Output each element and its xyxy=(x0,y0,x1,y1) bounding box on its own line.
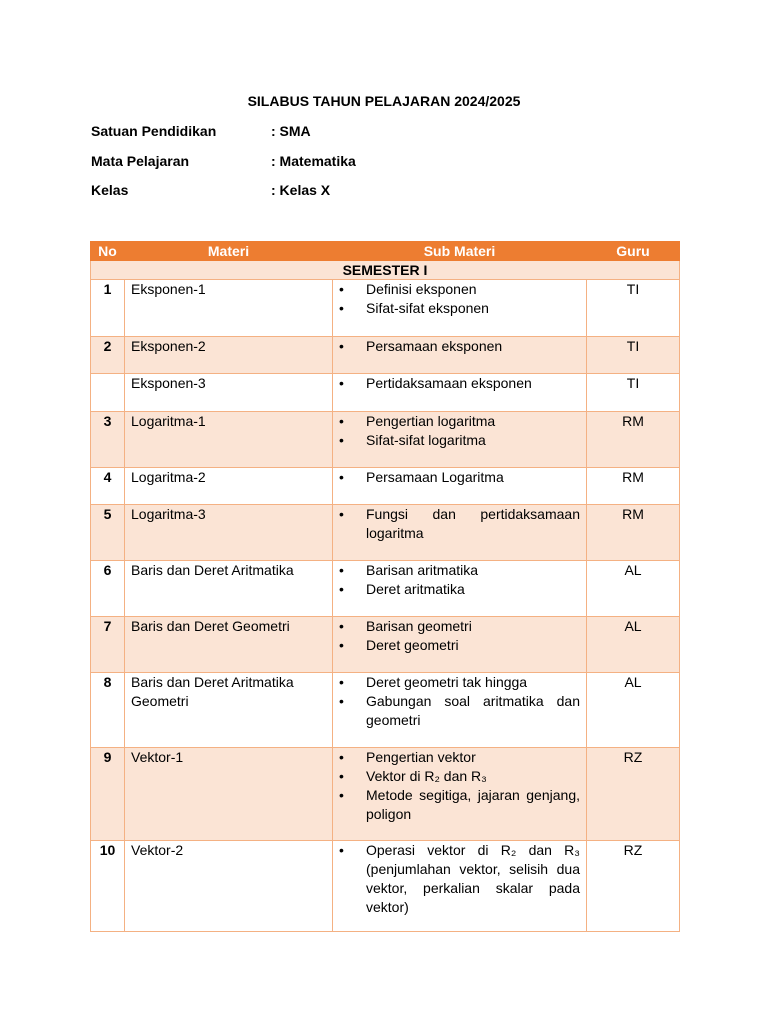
bullet-icon: • xyxy=(339,432,344,448)
meta-label: Satuan Pendidikan xyxy=(91,123,217,139)
row-no: 8 xyxy=(91,673,125,748)
table-row xyxy=(91,617,680,673)
sub-materi-item xyxy=(339,692,580,730)
table-row xyxy=(91,841,680,932)
row-guru: TI xyxy=(587,337,680,374)
sub-materi-text: Pengertian vektor xyxy=(366,749,476,765)
row-materi: Logaritma-3 xyxy=(125,505,333,561)
row-guru: AL xyxy=(587,561,680,617)
row-sub-materi xyxy=(333,748,587,841)
table-row xyxy=(91,673,680,748)
sub-materi-text: Deret geometri tak hingga xyxy=(366,674,528,690)
table-row xyxy=(91,748,680,841)
row-guru: RM xyxy=(587,468,680,505)
bullet-icon: • xyxy=(339,842,344,858)
table-row xyxy=(91,561,680,617)
row-sub-materi xyxy=(333,337,587,374)
row-sub-materi xyxy=(333,280,587,337)
row-sub-materi xyxy=(333,412,587,468)
sub-materi-list xyxy=(339,748,580,824)
document-title: SILABUS TAHUN PELAJARAN 2024/2025 xyxy=(247,93,521,109)
bullet-icon: • xyxy=(339,787,344,803)
sub-materi-list xyxy=(339,280,580,318)
row-no xyxy=(91,374,125,412)
meta-value: : Matematika xyxy=(271,153,356,169)
sub-materi-text: Sifat-sifat eksponen xyxy=(366,300,489,316)
row-guru: RZ xyxy=(587,841,680,932)
bullet-icon: • xyxy=(339,375,344,391)
row-no: 2 xyxy=(91,337,125,374)
header-sub-materi: Sub Materi xyxy=(333,242,587,261)
header-materi: Materi xyxy=(125,242,333,261)
bullet-icon: • xyxy=(339,281,344,297)
sub-materi-list xyxy=(339,337,580,356)
row-guru: RM xyxy=(587,505,680,561)
sub-materi-text: Metode segitiga, jajaran genjang, poligon xyxy=(366,787,580,822)
table-row xyxy=(91,337,680,374)
sub-materi-item xyxy=(339,673,580,692)
row-guru: AL xyxy=(587,617,680,673)
row-sub-materi xyxy=(333,505,587,561)
row-guru: TI xyxy=(587,374,680,412)
sub-materi-item xyxy=(339,786,580,824)
bullet-icon: • xyxy=(339,300,344,316)
sub-materi-text: Pengertian logaritma xyxy=(366,413,496,429)
sub-materi-item xyxy=(339,580,580,599)
sub-materi-text: Sifat-sifat logaritma xyxy=(366,432,486,448)
table-header-row xyxy=(91,242,680,261)
sub-materi-text: Vektor di R₂ dan R₃ xyxy=(366,768,487,784)
row-sub-materi xyxy=(333,468,587,505)
sub-materi-text: Gabungan soal aritmatika dan geometri xyxy=(366,693,580,728)
row-materi: Baris dan Deret Geometri xyxy=(125,617,333,673)
bullet-icon: • xyxy=(339,768,344,784)
row-no: 7 xyxy=(91,617,125,673)
bullet-icon: • xyxy=(339,674,344,690)
sub-materi-list xyxy=(339,412,580,450)
row-sub-materi xyxy=(333,617,587,673)
row-no: 10 xyxy=(91,841,125,932)
sub-materi-list xyxy=(339,505,580,543)
sub-materi-text: Fungsi dan pertidaksamaan logaritma xyxy=(366,506,580,541)
bullet-icon: • xyxy=(339,618,344,634)
bullet-icon: • xyxy=(339,562,344,578)
meta-label: Mata Pelajaran xyxy=(91,153,190,169)
sub-materi-list xyxy=(339,468,580,487)
sub-materi-item xyxy=(339,431,580,450)
sub-materi-text: Deret aritmatika xyxy=(366,581,465,597)
meta-value: : SMA xyxy=(271,123,311,139)
sub-materi-item xyxy=(339,280,580,299)
bullet-icon: • xyxy=(339,469,344,485)
row-no: 1 xyxy=(91,280,125,337)
sub-materi-list xyxy=(339,561,580,599)
row-materi: Baris dan Deret Aritmatika Geometri xyxy=(125,673,333,748)
sub-materi-text: Barisan geometri xyxy=(366,618,472,634)
row-materi: Eksponen-3 xyxy=(125,374,333,412)
sub-materi-text: Operasi vektor di R₂ dan R₃ (penjumlahan vektor, selisih dua vektor, perkalian skalar pada vektor) xyxy=(366,842,580,915)
sub-materi-item xyxy=(339,299,580,318)
meta-value: : Kelas X xyxy=(271,182,331,198)
syllabus-table xyxy=(90,241,680,932)
row-sub-materi xyxy=(333,561,587,617)
row-sub-materi xyxy=(333,673,587,748)
sub-materi-item xyxy=(339,505,580,543)
row-no: 3 xyxy=(91,412,125,468)
sub-materi-item xyxy=(339,636,580,655)
bullet-icon: • xyxy=(339,581,344,597)
sub-materi-list xyxy=(339,673,580,730)
row-guru: RZ xyxy=(587,748,680,841)
header-no: No xyxy=(91,242,125,261)
semester-row xyxy=(91,261,680,280)
sub-materi-item xyxy=(339,617,580,636)
row-materi: Eksponen-1 xyxy=(125,280,333,337)
sub-materi-text: Barisan aritmatika xyxy=(366,562,479,578)
sub-materi-item xyxy=(339,748,580,767)
semester-label: SEMESTER I xyxy=(91,261,680,280)
table-row xyxy=(91,412,680,468)
row-materi: Vektor-2 xyxy=(125,841,333,932)
row-sub-materi xyxy=(333,841,587,932)
meta-label: Kelas xyxy=(91,182,129,198)
sub-materi-text: Persamaan Logaritma xyxy=(366,469,504,485)
row-guru: AL xyxy=(587,673,680,748)
row-materi: Baris dan Deret Aritmatika xyxy=(125,561,333,617)
sub-materi-item xyxy=(339,468,580,487)
table-row xyxy=(91,468,680,505)
sub-materi-item xyxy=(339,841,580,917)
bullet-icon: • xyxy=(339,413,344,429)
row-guru: TI xyxy=(587,280,680,337)
table-row xyxy=(91,280,680,337)
sub-materi-item xyxy=(339,412,580,431)
sub-materi-text: Definisi eksponen xyxy=(366,281,477,297)
row-materi: Eksponen-2 xyxy=(125,337,333,374)
row-no: 6 xyxy=(91,561,125,617)
row-materi: Logaritma-2 xyxy=(125,468,333,505)
sub-materi-list xyxy=(339,841,580,917)
sub-materi-text: Pertidaksamaan eksponen xyxy=(366,375,532,391)
sub-materi-item xyxy=(339,561,580,580)
bullet-icon: • xyxy=(339,506,344,522)
row-materi: Logaritma-1 xyxy=(125,412,333,468)
bullet-icon: • xyxy=(339,693,344,709)
row-sub-materi xyxy=(333,374,587,412)
sub-materi-text: Persamaan eksponen xyxy=(366,338,503,354)
row-guru: RM xyxy=(587,412,680,468)
bullet-icon: • xyxy=(339,338,344,354)
bullet-icon: • xyxy=(339,637,344,653)
sub-materi-item xyxy=(339,767,580,786)
row-no: 4 xyxy=(91,468,125,505)
row-materi: Vektor-1 xyxy=(125,748,333,841)
sub-materi-list xyxy=(339,617,580,655)
header-guru: Guru xyxy=(587,242,680,261)
table-row xyxy=(91,505,680,561)
sub-materi-item xyxy=(339,374,580,393)
bullet-icon: • xyxy=(339,749,344,765)
row-no: 5 xyxy=(91,505,125,561)
sub-materi-text: Deret geometri xyxy=(366,637,459,653)
sub-materi-item xyxy=(339,337,580,356)
row-no: 9 xyxy=(91,748,125,841)
sub-materi-list xyxy=(339,374,580,393)
table-row xyxy=(91,374,680,412)
